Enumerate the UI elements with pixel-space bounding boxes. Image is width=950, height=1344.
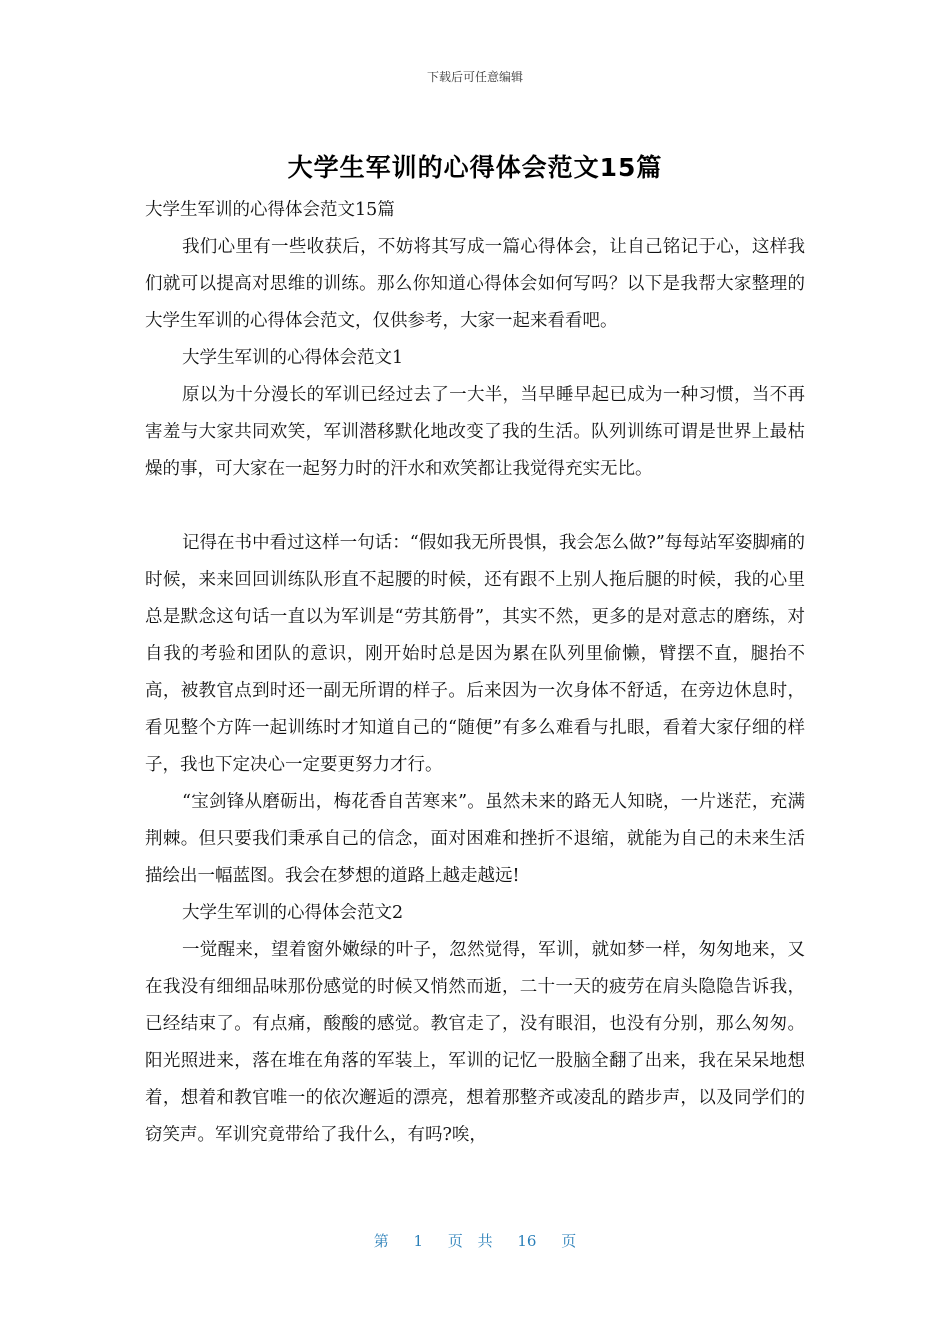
body-paragraph: 记得在书中看过这样一句话：“假如我无所畏惧，我会怎么做?”每每站军姿脚痛的时候，来来回回训练队形直不起腰的时候，还有跟不上别人拖后腿的时候，我的心里总是默念这句话一直以为军训是“劳其筋骨”，其实不然，更多的是对意志的磨练，对自我的考验和团队的意识，刚开始时总是因为累在队列里偷懒，臂摆不直，腿抬不高，被教官点到时还一副无所谓的样子。后来因为一次身体不舒适，在旁边休息时，看见整个方阵一起训练时才知道自己的“随便”有多么难看与扎眼，看着大家仔细的样子，我也下定决心一定要更努力才行。 [145,533,805,775]
body-paragraph: 一觉醒来，望着窗外嫩绿的叶子，忽然觉得，军训，就如梦一样，匆匆地来，又在我没有细细品味那份感觉的时候又悄然而逝，二十一天的疲劳在肩头隐隐告诉我，已经结束了。有点痛，酸酸的感觉。教官走了，没有眼泪，也没有分别，那么匆匆。阳光照进来，落在堆在角落的军装上，军训的记忆一股脑全翻了出来，我在呆呆地想着，想着和教官唯一的依次邂逅的漂亮，想着那整齐或凌乱的踏步声，以及同学们的窃笑声。军训究竟带给了我什么，有吗?唉， [145,940,805,1145]
body-paragraph: “宝剑锋从磨砺出，梅花香自苦寒来”。虽然未来的路无人知晓，一片迷茫，充满荆棘。但只要我们秉承自己的信念，面对困难和挫折不退缩，就能为自己的未来生活描绘出一幅蓝图。我会在梦想的道路上越走越远! [145,792,805,886]
footer-suffix: 页 [561,1232,577,1250]
footer-middle: 页 共 [447,1232,493,1250]
footer-prefix: 第 [373,1232,389,1250]
page-header-note: 下载后可任意编辑 [426,70,523,84]
footer-current-page: 1 [413,1232,424,1250]
subtitle-paragraph: 大学生军训的心得体会范文15篇 [145,200,395,220]
section-heading-2: 大学生军训的心得体会范文2 [182,903,404,923]
document-title: 大学生军训的心得体会范文15篇 [287,153,663,182]
body-paragraph: 原以为十分漫长的军训已经过去了一大半，当早睡早起已成为一种习惯，当不再害羞与大家共同欢笑，军训潜移默化地改变了我的生活。队列训练可谓是世界上最枯燥的事，可大家在一起努力时的汗水和欢笑都让我觉得充实无比。 [145,385,805,479]
footer-total-pages: 16 [517,1232,537,1250]
page-footer [0,1230,950,1251]
section-heading-1: 大学生军训的心得体会范文1 [182,348,404,368]
intro-paragraph: 我们心里有一些收获后，不妨将其写成一篇心得体会，让自己铭记于心，这样我们就可以提高对思维的训练。那么你知道心得体会如何写吗？以下是我帮大家整理的大学生军训的心得体会范文，仅供参考，大家一起来看看吧。 [145,237,805,331]
document-body [145,192,805,1154]
